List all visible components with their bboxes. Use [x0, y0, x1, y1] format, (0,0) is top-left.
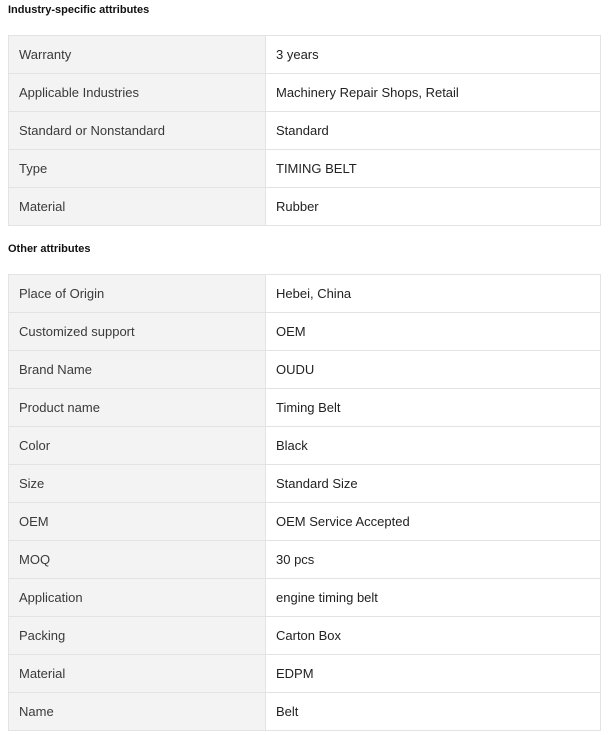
- attribute-key: Product name: [9, 389, 266, 427]
- attribute-key: Warranty: [9, 36, 266, 74]
- attribute-value: Rubber: [266, 188, 601, 226]
- attribute-value: OUDU: [266, 351, 601, 389]
- attribute-value: engine timing belt: [266, 579, 601, 617]
- attribute-value: OEM Service Accepted: [266, 503, 601, 541]
- attribute-key: Material: [9, 655, 266, 693]
- attribute-row: [9, 693, 601, 731]
- attribute-value: EDPM: [266, 655, 601, 693]
- attribute-key: OEM: [9, 503, 266, 541]
- attribute-key: Packing: [9, 617, 266, 655]
- attribute-row: [9, 74, 601, 112]
- attribute-row: [9, 389, 601, 427]
- attribute-value: OEM: [266, 313, 601, 351]
- attribute-row: [9, 112, 601, 150]
- attribute-key: Material: [9, 188, 266, 226]
- attribute-key: Size: [9, 465, 266, 503]
- attribute-row: [9, 36, 601, 74]
- attribute-value: 3 years: [266, 36, 601, 74]
- other-attributes-body: [9, 275, 601, 731]
- attribute-row: [9, 465, 601, 503]
- attribute-row: [9, 503, 601, 541]
- attribute-key: Applicable Industries: [9, 74, 266, 112]
- attribute-row: [9, 351, 601, 389]
- attribute-value: Black: [266, 427, 601, 465]
- attribute-key: Brand Name: [9, 351, 266, 389]
- industry-attributes-title: Industry-specific attributes: [8, 4, 150, 16]
- attribute-row: [9, 313, 601, 351]
- attribute-row: [9, 655, 601, 693]
- attribute-value: Hebei, China: [266, 275, 601, 313]
- attribute-key: Application: [9, 579, 266, 617]
- attribute-value: 30 pcs: [266, 541, 601, 579]
- attribute-key: Customized support: [9, 313, 266, 351]
- other-attributes-title: Other attributes: [8, 243, 91, 255]
- attribute-value: Timing Belt: [266, 389, 601, 427]
- attribute-value: Carton Box: [266, 617, 601, 655]
- attribute-key: MOQ: [9, 541, 266, 579]
- attribute-row: [9, 275, 601, 313]
- attribute-row: [9, 579, 601, 617]
- attribute-key: Type: [9, 150, 266, 188]
- attribute-row: [9, 541, 601, 579]
- attribute-key: Color: [9, 427, 266, 465]
- attribute-value: Belt: [266, 693, 601, 731]
- attribute-value: Standard: [266, 112, 601, 150]
- attribute-value: Standard Size: [266, 465, 601, 503]
- other-attributes-table: [8, 274, 601, 731]
- industry-attributes-table: [8, 35, 601, 226]
- attribute-value: Machinery Repair Shops, Retail: [266, 74, 601, 112]
- attribute-key: Place of Origin: [9, 275, 266, 313]
- attribute-key: Standard or Nonstandard: [9, 112, 266, 150]
- attribute-value: TIMING BELT: [266, 150, 601, 188]
- attribute-row: [9, 188, 601, 226]
- attribute-row: [9, 617, 601, 655]
- attribute-row: [9, 150, 601, 188]
- attribute-row: [9, 427, 601, 465]
- attribute-key: Name: [9, 693, 266, 731]
- industry-attributes-body: [9, 36, 601, 226]
